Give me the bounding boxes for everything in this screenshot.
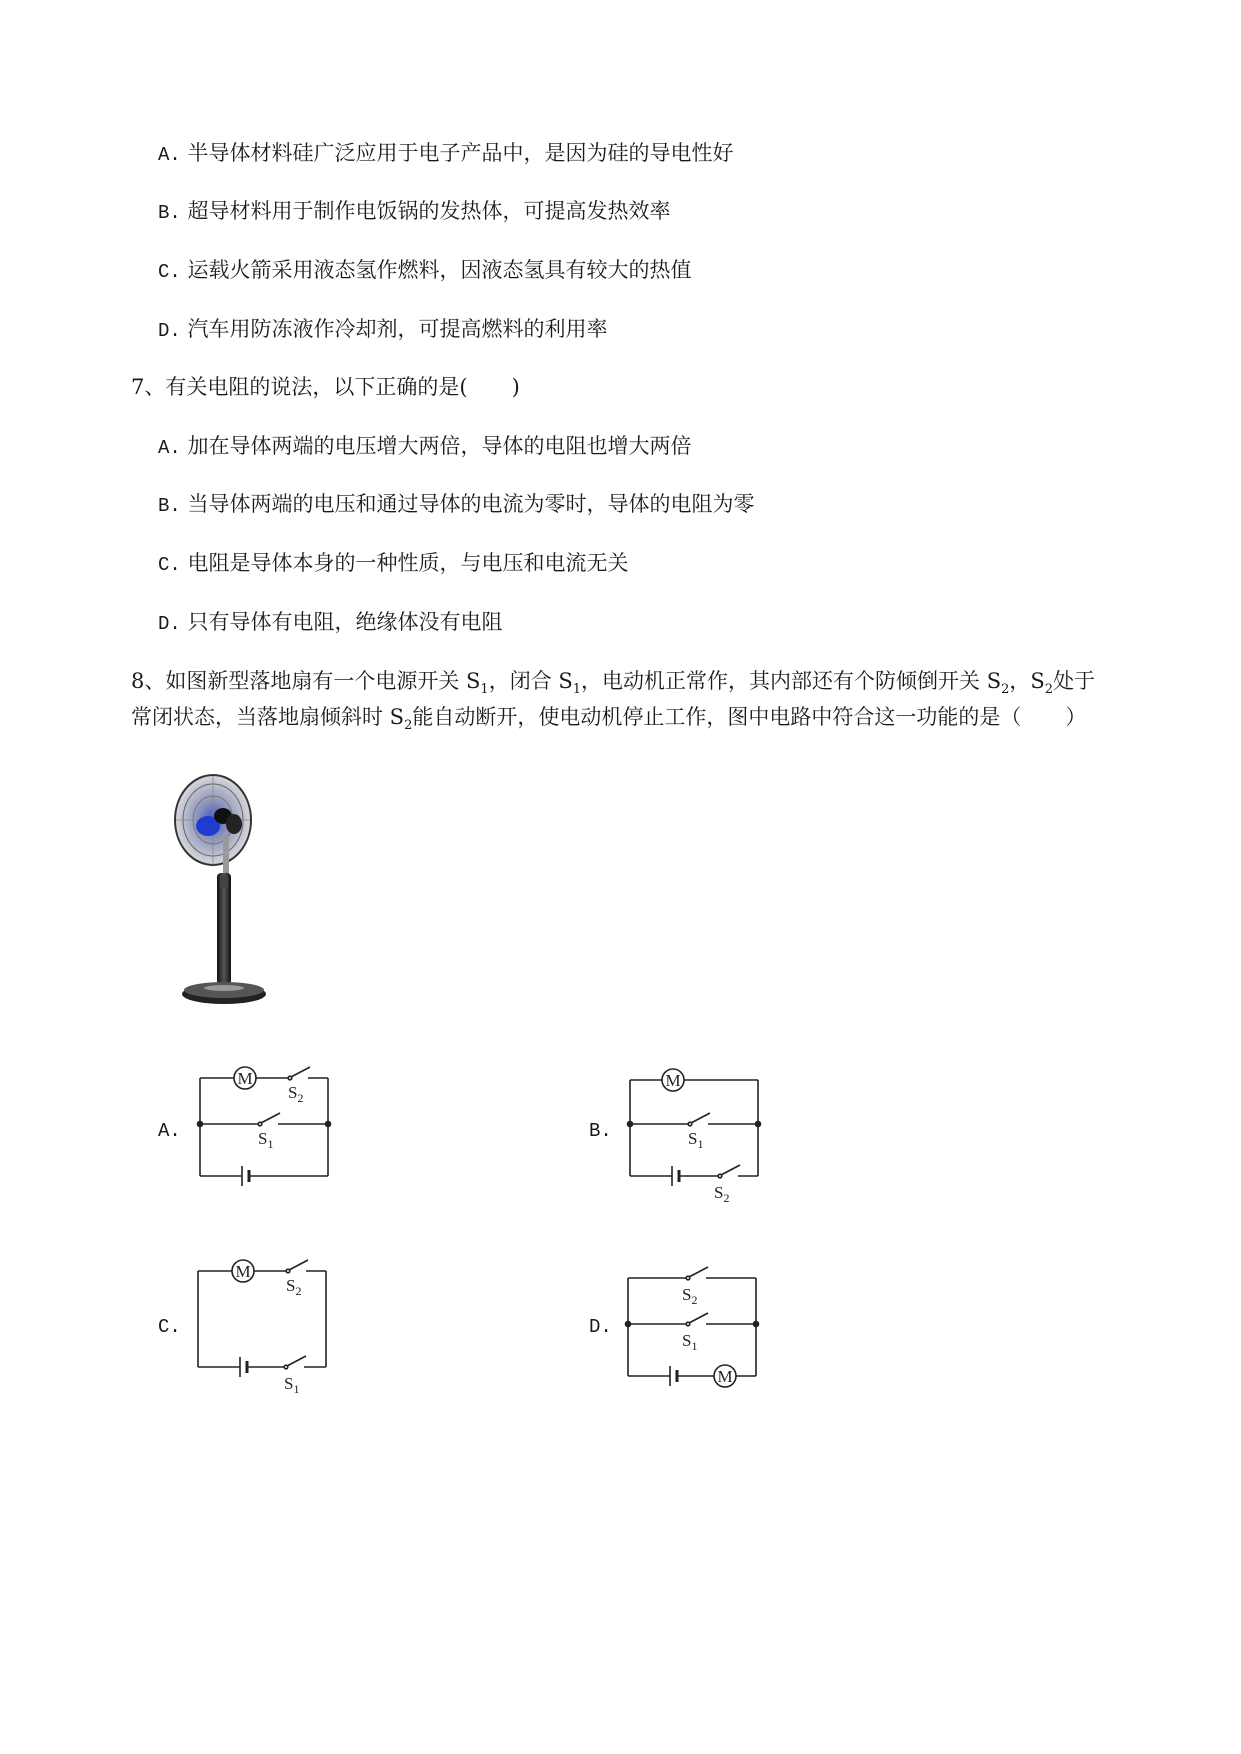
q7-option-d: D. 只有导体有电阻，绝缘体没有电阻 — [158, 610, 503, 635]
svg-text:M: M — [237, 1069, 253, 1088]
q6-option-b: B. 超导材料用于制作电饭锅的发热体，可提高发热效率 — [158, 199, 671, 224]
q8-option-c-label: C. — [158, 1316, 181, 1338]
q8-option-b-label: B. — [589, 1120, 612, 1142]
svg-text:S2: $S_2$ — [714, 1183, 730, 1205]
svg-text:S1: $S_1$ — [258, 1129, 274, 1151]
svg-text:S2: $S_2$ — [286, 1276, 302, 1298]
svg-text:S1: $S_1$ — [682, 1331, 698, 1353]
q8-stem-line2: 常闭状态，当落地扇倾斜时 $S_2$能自动断开，使电动机停止工作，图中电路中符合这一功能的是（ ） — [131, 705, 1087, 733]
q8-option-a-label: A. — [158, 1120, 181, 1142]
circuit-d-diagram — [618, 1258, 778, 1398]
svg-text:S2: $S_2$ — [288, 1083, 304, 1105]
q6-option-d: D. 汽车用防冻液作冷却剂，可提高燃料的利用率 — [158, 317, 608, 342]
svg-text:S2: $S_2$ — [682, 1285, 698, 1307]
floor-fan-image — [168, 768, 268, 1013]
svg-text:M: M — [665, 1071, 681, 1090]
q7-option-a: A. 加在导体两端的电压增大两倍，导体的电阻也增大两倍 — [158, 434, 692, 459]
svg-text:M: M — [235, 1262, 251, 1281]
q6-option-c: C. 运载火箭采用液态氢作燃料，因液态氢具有较大的热值 — [158, 258, 692, 283]
svg-text:M: M — [717, 1367, 733, 1386]
circuit-b-diagram — [620, 1060, 780, 1205]
q8-option-d-label: D. — [589, 1316, 612, 1338]
q7-option-c: C. 电阻是导体本身的一种性质，与电压和电流无关 — [158, 551, 629, 576]
q7-stem: 7、有关电阻的说法，以下正确的是( ) — [131, 375, 520, 399]
svg-text:S1: $S_1$ — [688, 1129, 704, 1151]
q6-option-a: A. 半导体材料硅广泛应用于电子产品中，是因为硅的导电性好 — [158, 141, 734, 166]
svg-text:S1: $S_1$ — [284, 1374, 300, 1396]
q8-stem-line1: 8、如图新型落地扇有一个电源开关 $S_1$，闭合 $S_1$，电动机正常作，其内部还有个防倾倒开关 $S_2$，$S_2$处于 — [131, 669, 1096, 697]
circuit-a-diagram — [190, 1060, 340, 1190]
q7-option-b: B. 当导体两端的电压和通过导体的电流为零时，导体的电阻为零 — [158, 492, 755, 517]
circuit-c-diagram — [188, 1253, 338, 1398]
